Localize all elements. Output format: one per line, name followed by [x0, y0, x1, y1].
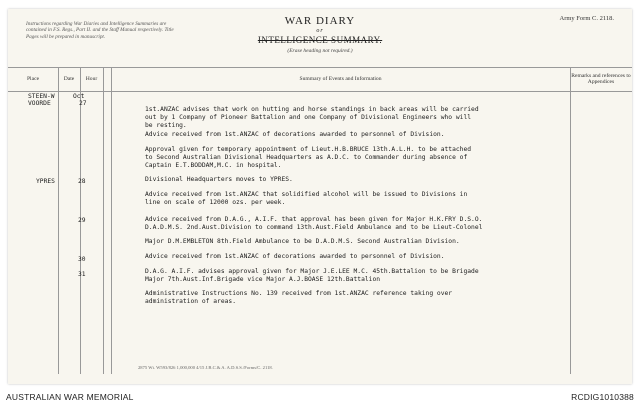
date-28: 28	[78, 178, 86, 185]
entry-decorations-30: Advice received from 1st.ANZAC of decorations awarded to personnel of Division.	[145, 253, 445, 260]
summary-column-header: Summary of Events and Information	[299, 75, 382, 82]
instructions-note: Instructions regarding War Diaries and Intelligence Summaries are contained in F.S. Regs., Part II. and the Staff Manual respectively. Title Pages will be prepared in manuscript.	[26, 21, 174, 40]
erase-heading-note: (Erase heading not required.)	[287, 48, 353, 54]
date-month: Oct	[73, 93, 85, 100]
date-27: 27	[79, 100, 87, 107]
place-column-header: Place	[26, 75, 40, 82]
army-form-number: Army Form C. 2118.	[559, 15, 614, 22]
diary-title	[8, 15, 632, 34]
hour-column-rule	[103, 67, 104, 374]
printer-imprint: 2875 Wt. W593/826 1,000,000 4/15 J.B.C.& A. A.D.S.S./Forms/C. 2118.	[138, 365, 273, 370]
war-diary-page	[8, 9, 632, 384]
intelligence-summary-text: INTELLIGENCE SUMMARY.	[257, 35, 383, 45]
entry-embleton: Major D.M.EMBLETON 8th.Field Ambulance to be D.A.D.M.S. Second Australian Division.	[145, 238, 460, 245]
date-29: 29	[78, 217, 86, 224]
entry-decorations-27: Advice received from 1st.ANZAC of decorations awarded to personnel of Division.	[145, 131, 445, 138]
header-bottom-rule	[8, 91, 632, 92]
entry-solidified-alcohol: Advice received from 1st.ANZAC that solidified alcohol will be issued to Divisions in line on scale of 12000 ozs. per week.	[145, 191, 468, 206]
entry-hutting-work: 1st.ANZAC advises that work on hutting and horse standings in back areas will be carried out by 1 Company of Pioneer Battalion and one Company of Divisional Engineers who will be resting.	[145, 106, 479, 129]
entry-hq-moves-ypres: Divisional Headquarters moves to YPRES.	[145, 176, 293, 183]
entry-bruce-appointment: Approval given for temporary appointment of Lieut.H.B.BRUCE 13th.A.L.H. to be attached to Second Australian Divisional Headquarters as A.D.C. to Commander during absence of Captain E.T.BODDAM,M.C. in hospital.	[145, 146, 472, 169]
record-id: RCDIG1010388	[571, 392, 634, 402]
intelligence-summary-heading	[8, 35, 632, 45]
entry-admin-instructions: Administrative Instructions No. 139 received from 1st.ANZAC reference taking over administration of areas.	[145, 290, 453, 305]
remarks-column-header: Remarks and references to Appendices	[571, 72, 631, 85]
date-column-header: Date	[63, 75, 75, 82]
war-diary-heading: WAR DIARY	[284, 15, 356, 27]
entry-fry-approval: Advice received from D.A.G., A.I.F. that approval has been given for Major H.K.FRY D.S.O. D.A.D.M.S. 2nd.Aust.Division to command 13th.Aust.Field Ambulance and to be Lieut-Colonel	[145, 216, 483, 231]
entry-lee-approval: D.A.G. A.I.F. advises approval given for Major J.E.LEE M.C. 45th.Battalion to be Brigade Major 7th.Aust.Inf.Brigade vice Major A.J.BOASE 12th.Battalion	[145, 268, 479, 283]
place-steenvoorde-line1: STEEN-W	[28, 93, 55, 100]
place-column-rule	[58, 67, 59, 374]
place-steenvoorde-line2: VOORDE	[28, 100, 51, 107]
date-31: 31	[78, 271, 86, 278]
place-ypres: YPRES	[36, 178, 55, 185]
archive-caption: AUSTRALIAN WAR MEMORIAL	[6, 392, 134, 402]
or-text: or	[316, 28, 324, 34]
hour-column-header: Hour	[85, 75, 98, 82]
summary-column-rule	[111, 67, 112, 374]
date-30: 30	[78, 256, 86, 263]
remarks-column-rule	[570, 67, 571, 374]
